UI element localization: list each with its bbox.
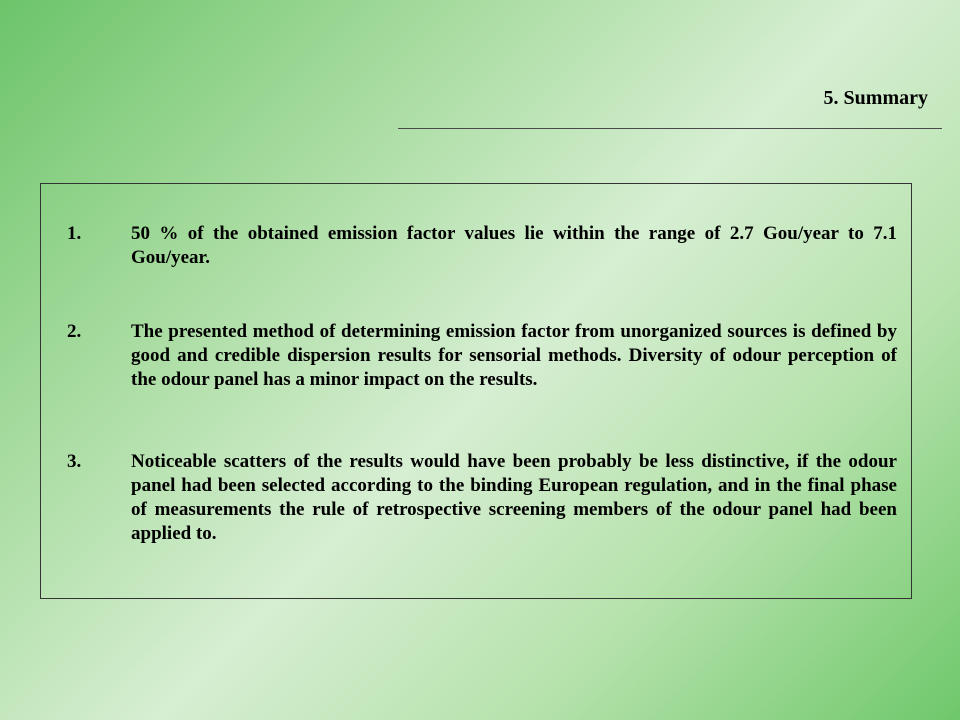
summary-item-2 bbox=[67, 320, 897, 392]
summary-item-1 bbox=[67, 222, 897, 270]
summary-list bbox=[67, 222, 897, 546]
slide-title: 5. Summary bbox=[823, 87, 928, 109]
item-number: 1. bbox=[67, 223, 82, 244]
summary-item-3 bbox=[67, 450, 897, 546]
item-text: Noticeable scatters of the results would have been probably be less distinctive, if the odour panel had been selected according to the binding European regulation, and in the final phase of measurements the rule of retrospective screening members of the odour panel had been applied to. bbox=[131, 451, 897, 544]
item-text: The presented method of determining emission factor from unorganized sources is defined by good and credible dispersion results for sensorial methods. Diversity of odour perception of the odour panel has a minor impact on the results. bbox=[131, 321, 897, 390]
item-text: 50 % of the obtained emission factor values lie within the range of 2.7 Gou/year to 7.1 Gou/year. bbox=[131, 223, 897, 268]
title-underline bbox=[398, 128, 942, 129]
item-number: 3. bbox=[67, 451, 82, 472]
summary-box bbox=[40, 183, 912, 599]
item-number: 2. bbox=[67, 321, 82, 342]
